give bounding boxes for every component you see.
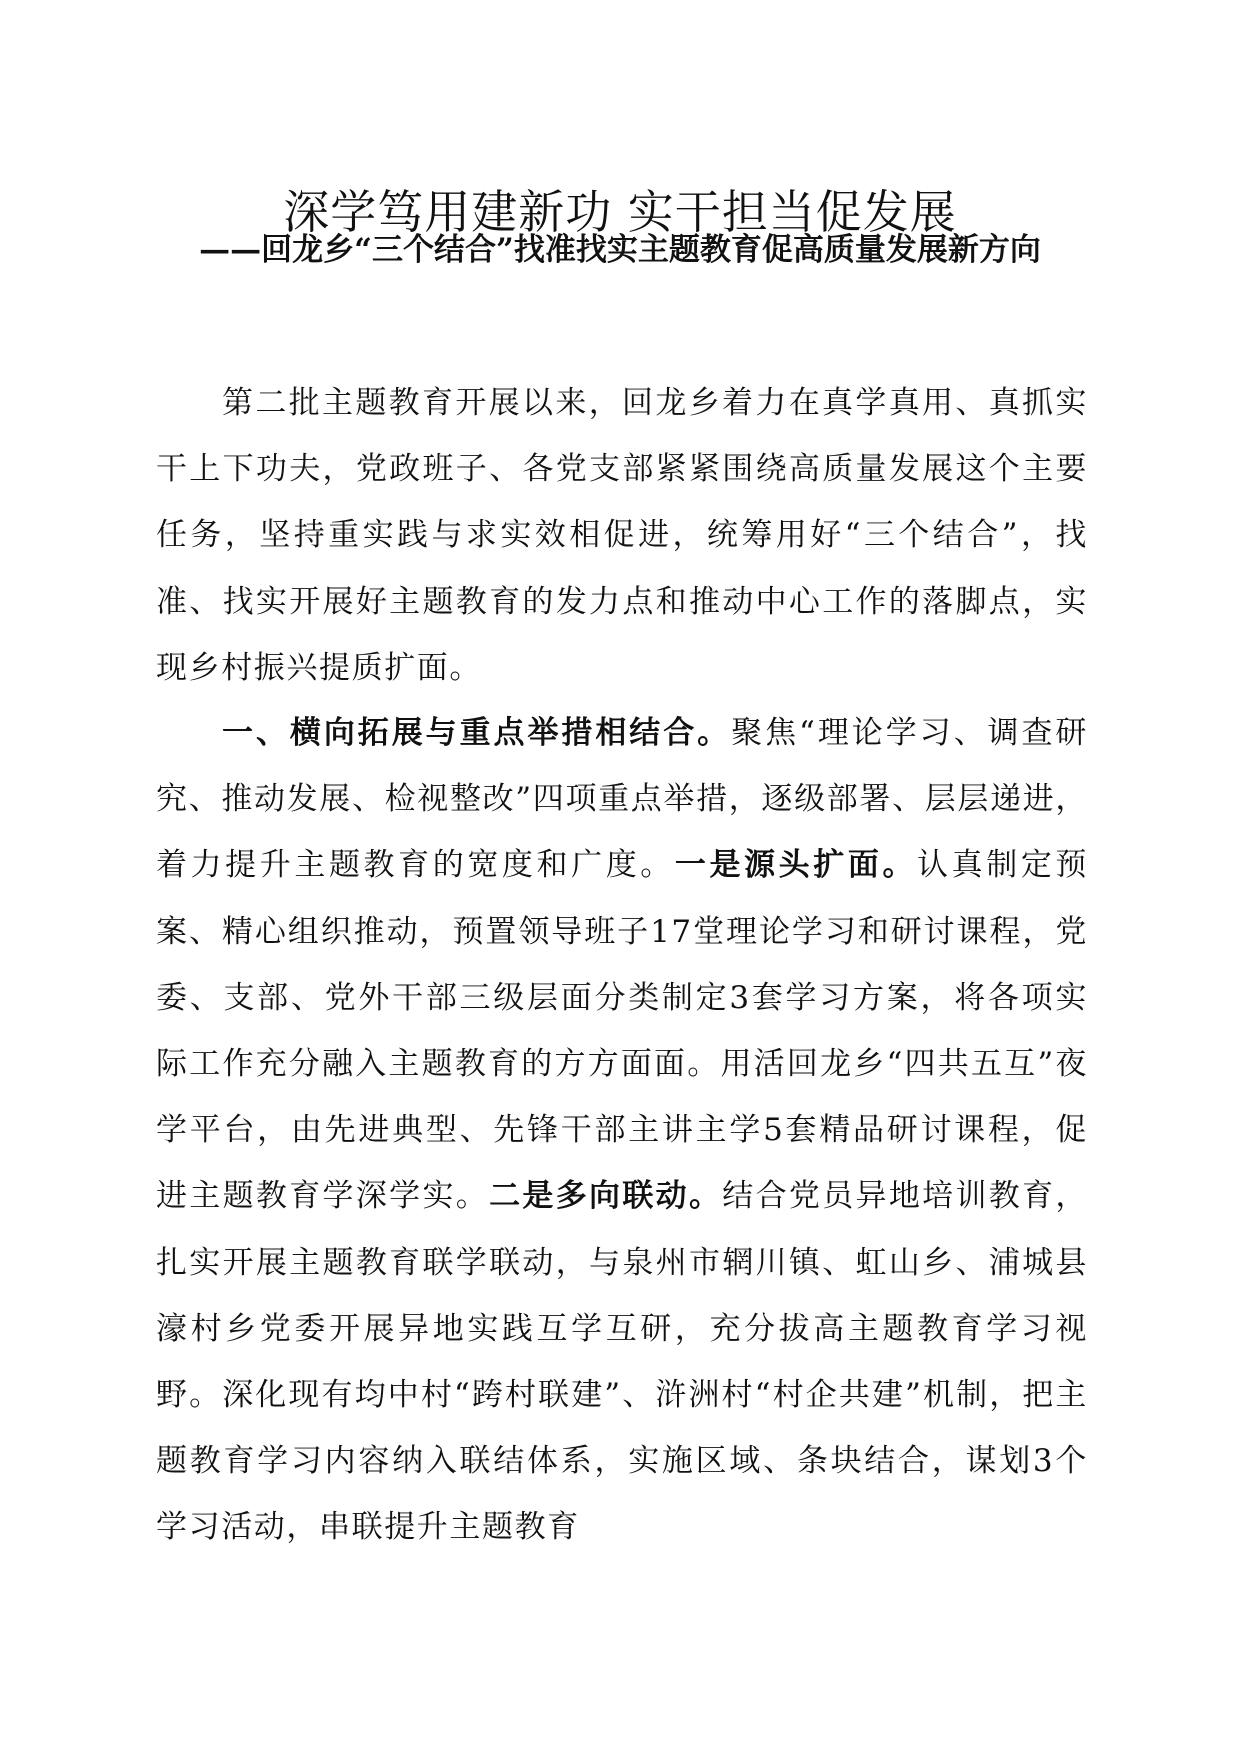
document-title: 深学笃用建新功 实干担当促发展: [283, 185, 957, 239]
point-label: 一是源头扩面。: [674, 847, 918, 884]
paragraph-section-1: [156, 700, 1088, 1561]
document-subtitle: ——回龙乡“三个结合”找准找实主题教育促高质量发展新方向: [199, 232, 1041, 268]
section-text: 认真制定预案、精心组织推动，预置领导班子17堂理论学习和研讨课程，党委、支部、党外干部三级层面分类制定3套学习方案，将各项实际工作充分融入主题教育的方方面面。用活回龙乡“四共五互”夜学平台，由先进典型、先锋干部主讲主学5套精品研讨课程，促进主题教育学深学实。: [156, 847, 1089, 1215]
section-heading: 一、横向拓展与重点举措相结合。: [222, 715, 732, 751]
section-text: 聚焦“理论学习、调查研究、推动发展、检视整改”四项重点举措，逐级部署、层层递进，着力提升主题教育的宽度和广度。: [156, 715, 1089, 884]
section-text: 结合党员异地培训教育，扎实开展主题教育联学联动，与泉州市辋川镇、虹山乡、浦城县濠村乡党委开展异地实践互学互研，充分拔高主题教育学习视野。深化现有均中村“跨村联建”、浒洲村“村企共建”机制，把主题教育学习内容纳入联结体系，实施区域、条块结合，谋划3个学习活动，串联提升主题教育: [156, 1178, 1089, 1546]
point-label: 二是多向联动。: [489, 1178, 723, 1215]
paragraph-intro: 第二批主题教育开展以来，回龙乡着力在真学真用、真抓实干上下功夫，党政班子、各党支部紧紧围绕高质量发展这个主要任务，坚持重实践与求实效相促进，统筹用好“三个结合”，找准、找实开展好主题教育的发力点和推动中心工作的落脚点，实现乡村振兴提质扩面。: [156, 385, 1088, 686]
